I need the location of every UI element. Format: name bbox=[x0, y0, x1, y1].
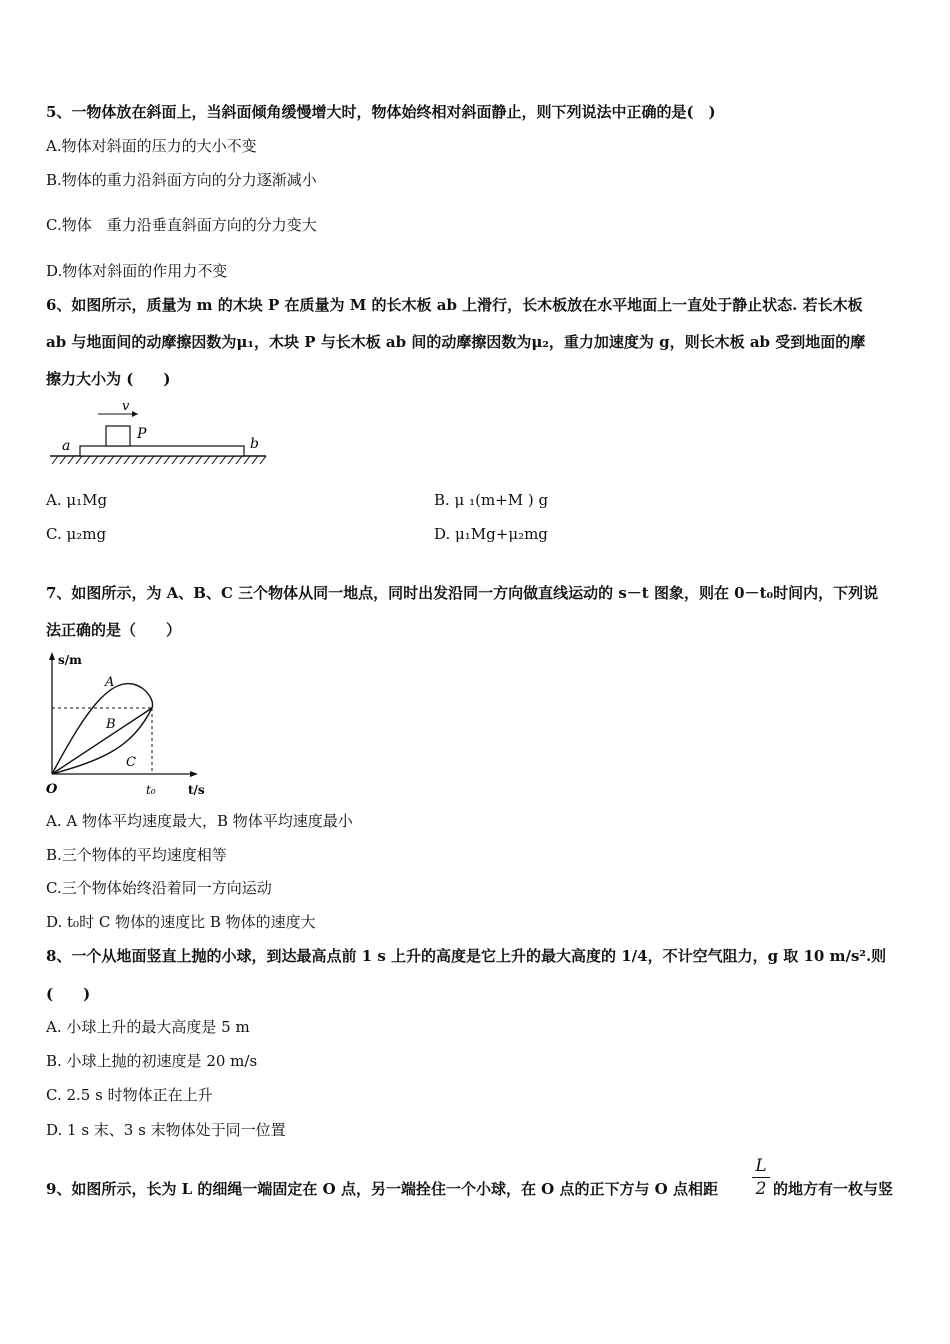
q7-figure-s-t-graph bbox=[42, 648, 227, 800]
q6-option-c: C. μ₂mg bbox=[46, 525, 107, 543]
line-b bbox=[52, 708, 152, 774]
q6-option-d: D. μ₁Mg+μ₂mg bbox=[434, 525, 548, 543]
q5-option-a: A.物体对斜面的压力的大小不变 bbox=[46, 137, 257, 155]
q6-option-b: B. μ ₁(m+M ) g bbox=[434, 491, 549, 509]
q6-stem-line2: ab 与地面间的动摩擦因数为μ₁，木块 P 与长木板 ab 间的动摩擦因数为μ₂，重力加速度为 g，则长木板 ab 受到地面的摩 bbox=[46, 333, 866, 351]
q7-option-d: D. t₀时 C 物体的速度比 B 物体的速度大 bbox=[46, 913, 316, 931]
fraction-bar bbox=[752, 1177, 770, 1178]
xlabel-t: t/s bbox=[188, 783, 205, 797]
q7-option-a: A. A 物体平均速度最大，B 物体平均速度最小 bbox=[46, 812, 353, 830]
q6-stem-line1: 6、如图所示，质量为 m 的木块 P 在质量为 M 的长木板 ab 上滑行，长木板放在水平地面上一直处于静止状态. 若长木板 bbox=[46, 296, 863, 314]
label-line-b: B bbox=[106, 717, 116, 732]
label-b: b bbox=[250, 436, 259, 452]
q5-option-c: C.物体 重力沿垂直斜面方向的分力变大 bbox=[46, 216, 317, 234]
q7-stem-line1: 7、如图所示，为 A、B、C 三个物体从同一地点，同时出发沿同一方向做直线运动的 s－t 图象，则在 0－t₀时间内，下列说 bbox=[46, 584, 879, 602]
label-t0: t₀ bbox=[146, 783, 156, 797]
ylabel-s: s/m bbox=[58, 653, 82, 667]
block-p bbox=[106, 426, 130, 446]
q8-stem-line1: 8、一个从地面竖直上抛的小球，到达最高点前 1 s 上升的高度是它上升的最大高度的 1/4，不计空气阻力，g 取 10 m/s².则 bbox=[46, 947, 887, 965]
label-curve-c: C bbox=[126, 755, 136, 770]
fraction-denominator: 2 bbox=[755, 1179, 767, 1199]
label-v: v bbox=[122, 399, 130, 414]
q7-option-c: C.三个物体始终沿着同一方向运动 bbox=[46, 879, 272, 897]
q9-fraction bbox=[752, 1156, 770, 1199]
q7-option-b: B.三个物体的平均速度相等 bbox=[46, 846, 227, 864]
q8-option-c: C. 2.5 s 时物体正在上升 bbox=[46, 1086, 213, 1104]
fraction-numerator: L bbox=[755, 1156, 767, 1176]
label-a: a bbox=[62, 438, 71, 454]
long-board bbox=[80, 446, 244, 456]
q6-figure-board-block bbox=[46, 398, 271, 468]
q8-option-d: D. 1 s 末、3 s 末物体处于同一位置 bbox=[46, 1121, 286, 1139]
q8-option-a: A. 小球上升的最大高度是 5 m bbox=[46, 1018, 250, 1036]
t-axis-arrow bbox=[190, 771, 198, 777]
q9-stem-end: 的地方有一枚与竖 bbox=[773, 1180, 894, 1198]
q9-stem: 9、如图所示，长为 L 的细绳一端固定在 O 点，另一端拴住一个小球，在 O 点的正下方与 O 点相距 bbox=[46, 1180, 718, 1198]
q6-stem-line3: 擦力大小为 ( ) bbox=[46, 370, 171, 388]
q5-option-b: B.物体的重力沿斜面方向的分力逐渐减小 bbox=[46, 171, 317, 189]
q8-stem-line2: ( ) bbox=[46, 985, 91, 1003]
q6-option-a: A. μ₁Mg bbox=[46, 491, 108, 509]
label-p: P bbox=[137, 426, 147, 442]
label-curve-a: A bbox=[105, 675, 115, 690]
s-axis-arrow bbox=[49, 652, 55, 660]
q5-stem: 5、一物体放在斜面上，当斜面倾角缓慢增大时，物体始终相对斜面静止，则下列说法中正确的是( ) bbox=[46, 103, 716, 121]
q5-option-d: D.物体对斜面的作用力不变 bbox=[46, 262, 228, 280]
origin-o: O bbox=[46, 782, 58, 797]
curve-a bbox=[52, 684, 153, 774]
q8-option-b: B. 小球上抛的初速度是 20 m/s bbox=[46, 1052, 258, 1070]
velocity-arrowhead bbox=[132, 411, 138, 417]
ground-hatch bbox=[52, 456, 266, 464]
q7-stem-line2: 法正确的是（ ） bbox=[46, 621, 182, 639]
